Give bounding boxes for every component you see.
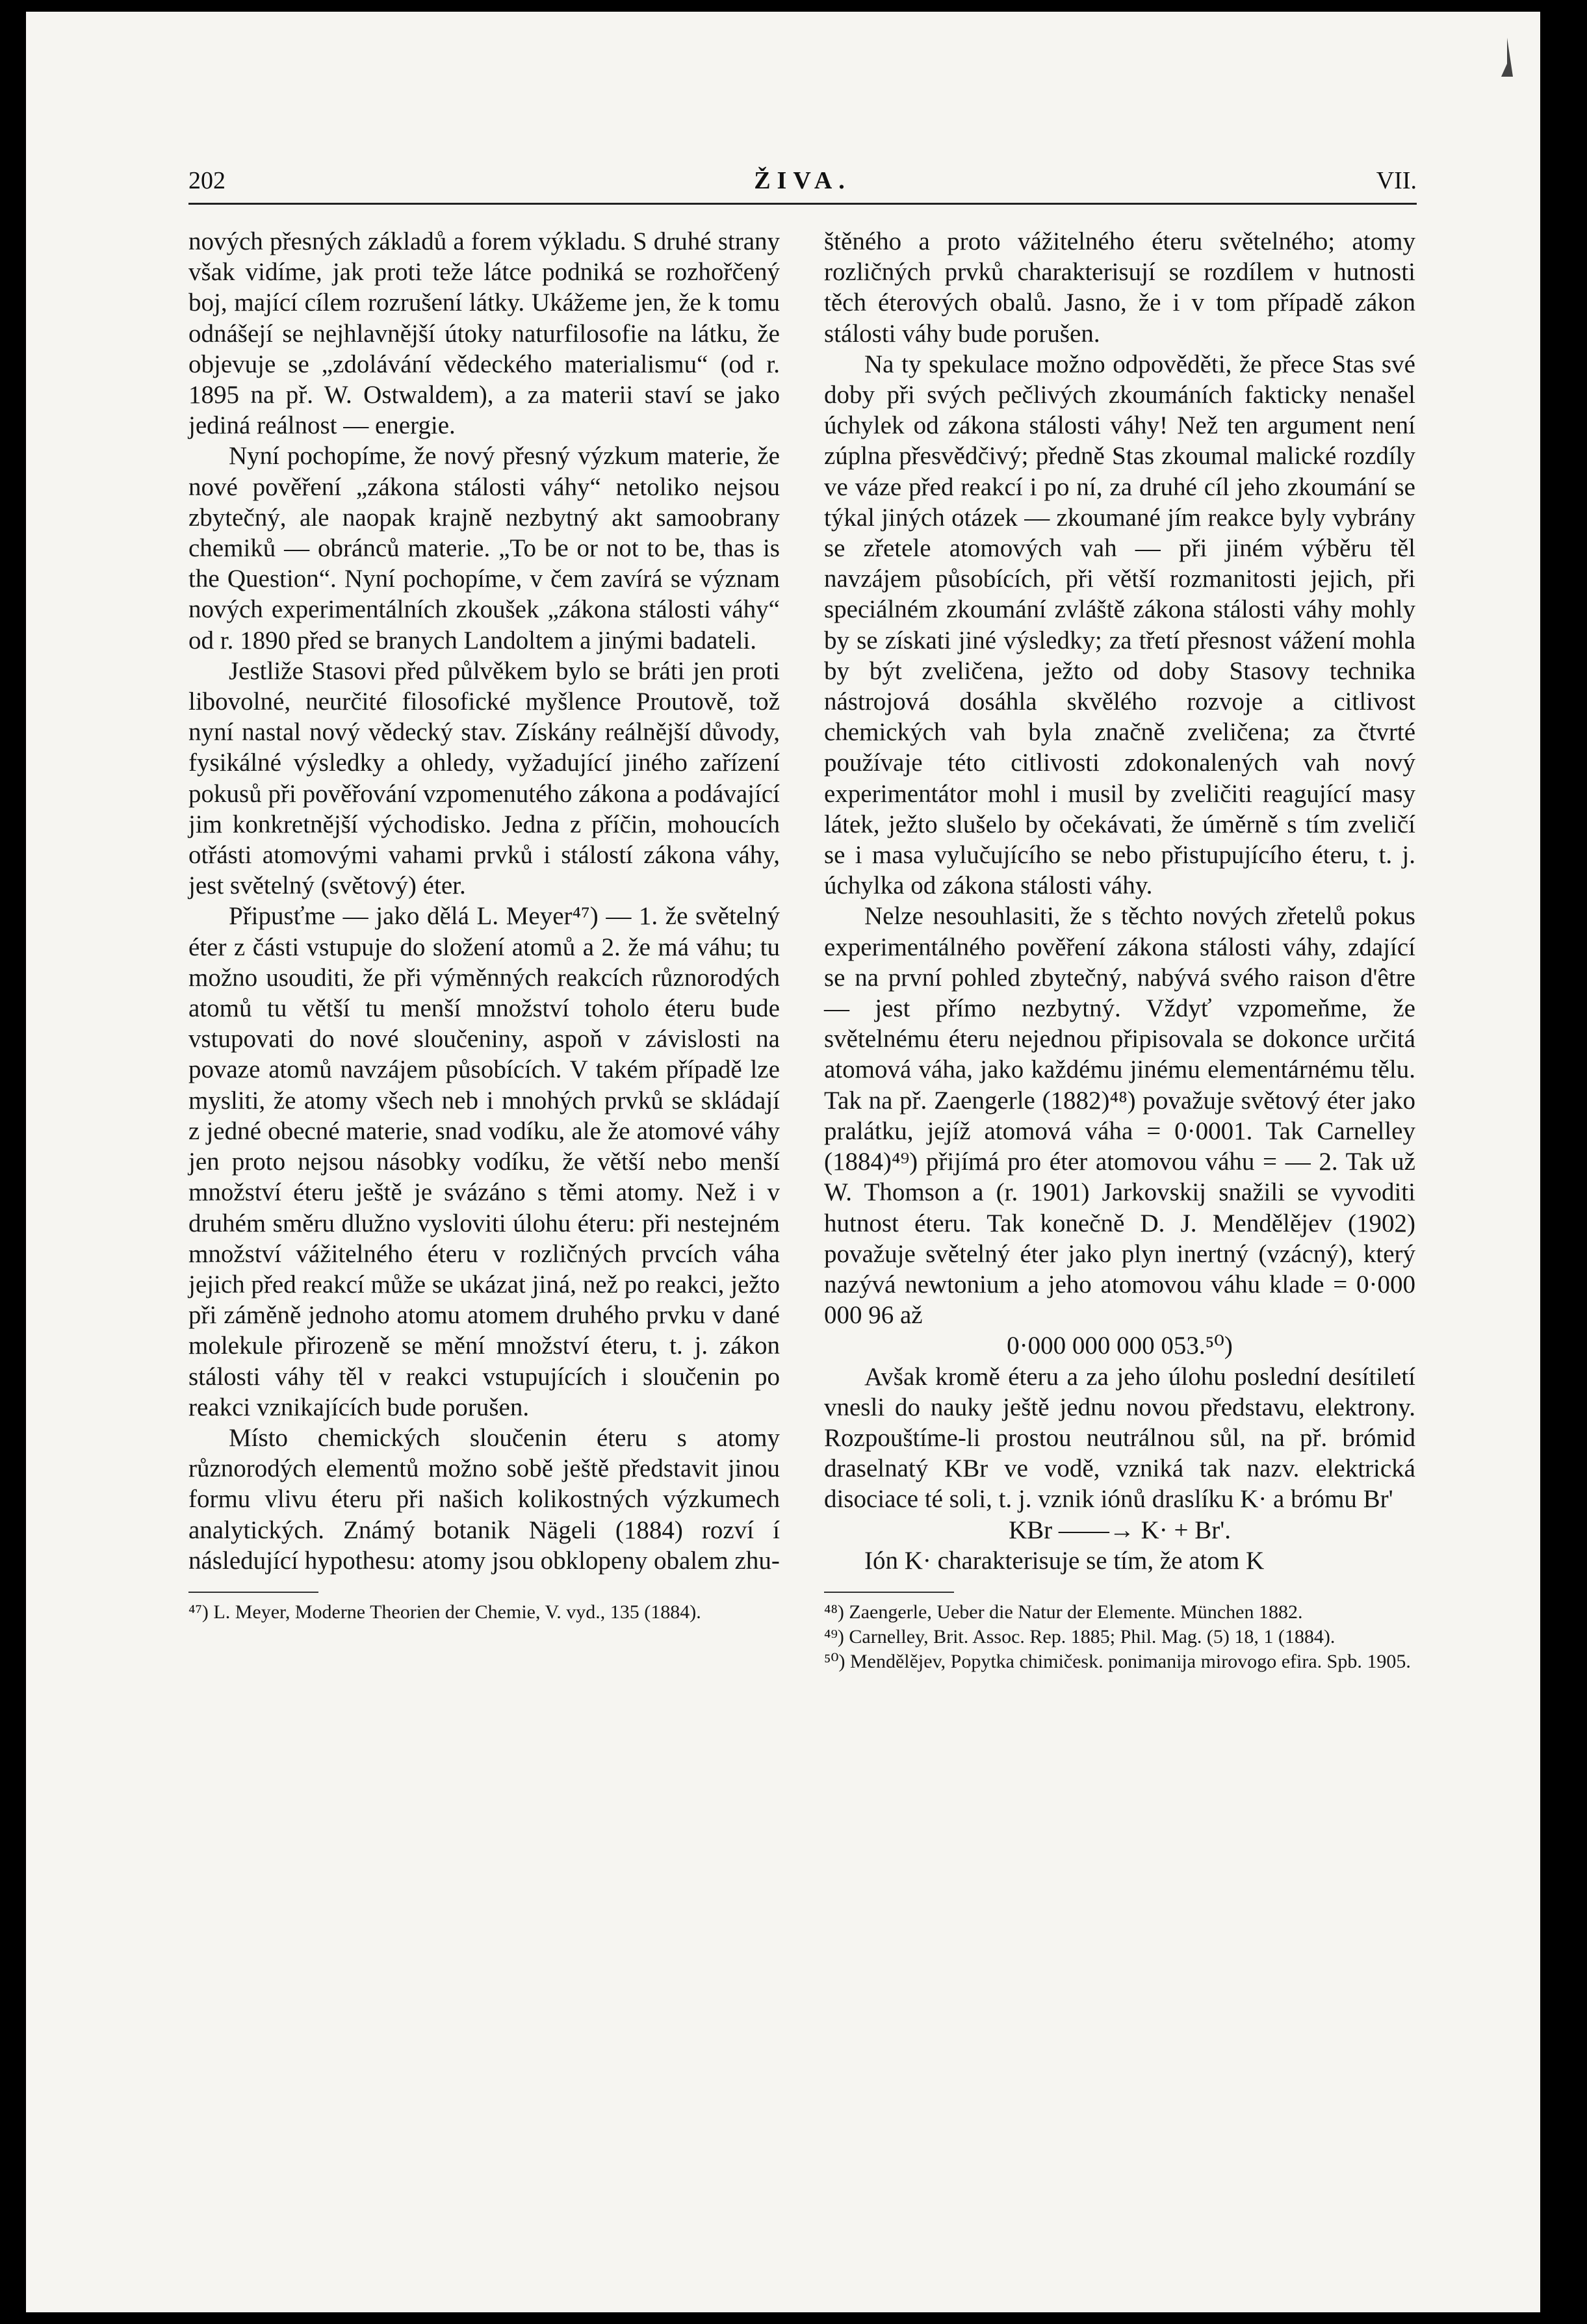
paragraph: Místo chemických sloučenin éteru s atomy různorodých elementů možno sobě ještě představit jinou formu vlivu éteru při našich kolikostných výzkumech analytických. Známý botanik Nägeli (1884) rozví í následující hypothesu: atomy jsou obklopeny obalem zhu- [188, 1423, 780, 1575]
paragraph: Jestliže Stasovi před půlvěkem bylo se bráti jen proti libovolné, neurčité filosofické myšlence Proutově, tož nyní nastal nový vědecký stav. Získány reálnější důvody, fysikálné výsledky a ohledy, vyžadující jiného zařízení pokusů při pověřování vzpomenutého zákona a podávající jim konkretnější východisko. Jedna z příčin, mohoucích otřásti atomovými vahami prvků i stálostí zákona váhy, jest světelný (světový) éter. [188, 656, 780, 900]
left-column [188, 226, 780, 1624]
footnote: ⁴⁷) L. Meyer, Moderne Theorien der Chemie, V. vyd., 135 (1884). [188, 1601, 701, 1623]
page-number: 202 [188, 167, 226, 194]
paragraph: nových přesných základů a forem výkladu. S druhé strany však vidíme, jak proti teže látce podniká se rozhořčený boj, mající cílem rozrušení látky. Ukážeme jen, že k tomu odnášejí se nejhlavnější útoky naturfilosofie na látku, že objevuje se „zdolávání vědeckého materialismu“ (od r. 1895 na př. W. Ostwaldem), a za materii staví se jako jediná reálnost — energie. [188, 227, 780, 440]
paragraph: Ión K· charakterisuje se tím, že atom K [864, 1546, 1265, 1575]
paragraph: Avšak kromě éteru a za jeho úlohu poslední desítiletí vnesli do nauky ještě jednu novou představu, elektrony. Rozpouštíme-li prostou neutrálnou sůl, na př. brómid draselnatý KBr ve vodě, vzniká tak nazv. elektrická disociace té soli, t. j. vznik iónů draslíku K· a brómu Br' [824, 1362, 1415, 1514]
paragraph: Připusťme — jako dělá L. Meyer⁴⁷) — 1. že světelný éter z části vstupuje do složení atomů a 2. že má váhu; tu možno usouditi, že při výměnných reakcích různorodých atomů tu větší tu menší množství toholo éteru bude vstupovati do nové sloučeniny, aspoň v závislosti na povaze atomů navzájem působících. V takém případě lze mysliti, že atomy všech neb i mnohých prvků se skládají z jedné obecné materie, snad vodíku, ale že atomové váhy jen proto nejsou násobky vodíku, že větší nebo menší množství éteru ještě je svázáno s těmi atomy. Než i v druhém směru dlužno vysloviti úlohu éteru: při nestejném množství vážitelného éteru v rozličných prvcích váha jejich před reakcí může se ukázat jiná, než po reakci, ježto při záměně jednoho atomu atomem druhého prvku v dané molekule přirozeně se mění množství éteru, t. j. zákon stálosti váhy těl v reakci vstupujících i sloučenin po reakci vznikajících bude porušen. [188, 902, 780, 1421]
paragraph: Na ty spekulace možno odpověděti, že přece Stas své doby při svých pečlivých zkoumáních fakticky nenašel úchylek od zákona stálosti váhy! Než ten argument není zúplna přesvědčivý; předně Stas zkoumal malické rozdíly ve váze před reakcí i po ní, za druhé cíl jeho zkoumání se týkal jiných otázek — zkoumané jím reakce byly vybrány se zřetele atomových vah — při jiném výběru těl navzájem působících, při větší rozmanitosti jejich, při speciálném zkoumání zvláště zákona stálosti váhy mohly by se získati jiné výsledky; za třetí přesnost vážení mohla by být zveličena, ježto od doby Stasovy technika nástrojová dosáhla skvělého rozvoje a citlivost chemických vah byla značně zveličena; za čtvrté používaje této citlivosti zdokonalených vah nový experimentátor mohl i musil by zveličiti reagující masy látek, ježto slušelo by očekávati, že úměrně s tím zveličí se i masa vylučujícího se nebo přistupujícího éteru, t. j. úchylka od zákona stálosti váhy. [824, 350, 1415, 900]
scan-artifact-icon [1499, 38, 1516, 77]
paragraph: Nyní pochopíme, že nový přesný výzkum materie, že nové pověření „zákona stálosti váhy“ netoliko nejsou zbytečný, ale naopak krajně nezbytný akt samoobrany chemiků — obránců materie. „To be or not to be, thas is the Question“. Nyní pochopíme, v čem zavírá se význam nových experimentálních zkoušek „zákona stálosti váhy“ od r. 1890 před se branych Landoltem a jinými badateli. [188, 442, 780, 654]
paragraph: štěného a proto vážitelného éteru světelného; atomy rozličných prvků charakterisují se rozdílem v hutnosti těch éterových obalů. Jasno, že i v tom případě zákon stálosti váhy bude porušen. [824, 227, 1415, 348]
header-rule [188, 203, 1417, 205]
paragraph: Nelze nesouhlasiti, že s těchto nových zřetelů pokus experimentálného pověření zákona stálosti váhy, zdající se na první pohled zbytečný, nabývá svého raison d'être — jest přímo nezbytný. Vždyť vzpomeňme, že světelnému éteru nejednou připisovala se dokonce určitá atomová váha, jako každému jinému elementárnému tělu. Tak na př. Zaengerle (1882)⁴⁸) považuje světový éter jako pralátku, jejíž atomová váha = 0·0001. Tak Carnelley (1884)⁴⁹) přijímá pro éter atomovou váhu = — 2. Tak už W. Thomson a (r. 1901) Jarkovskij snažili se vyvoditi hutnost éteru. Tak konečně D. J. Mendělějev (1902) považuje světelný éter jako plyn inertný (vzácný), který nazývá newtonium a jeho atomovou váhu klade = 0·000 000 96 až [824, 902, 1415, 1330]
right-column [824, 226, 1415, 1673]
page-header [188, 161, 1417, 200]
journal-title: ŽIVA. [754, 167, 851, 194]
chemical-equation: KBr ——→ K· + Br'. [1008, 1516, 1232, 1544]
footnote-rule [824, 1592, 954, 1593]
formula-line: 0·000 000 000 053.⁵⁰) [1007, 1332, 1233, 1360]
footnote-rule [188, 1592, 318, 1593]
footnote: ⁴⁹) Carnelley, Brit. Assoc. Rep. 1885; Phil. Mag. (5) 18, 1 (1884). [824, 1625, 1335, 1647]
footnote: ⁵⁰) Mendělějev, Popytka chimičesk. ponimanija mirovogo efira. Spb. 1905. [824, 1650, 1411, 1672]
volume-number: VII. [1376, 167, 1417, 194]
footnote: ⁴⁸) Zaengerle, Ueber die Natur der Elemente. München 1882. [824, 1601, 1303, 1623]
